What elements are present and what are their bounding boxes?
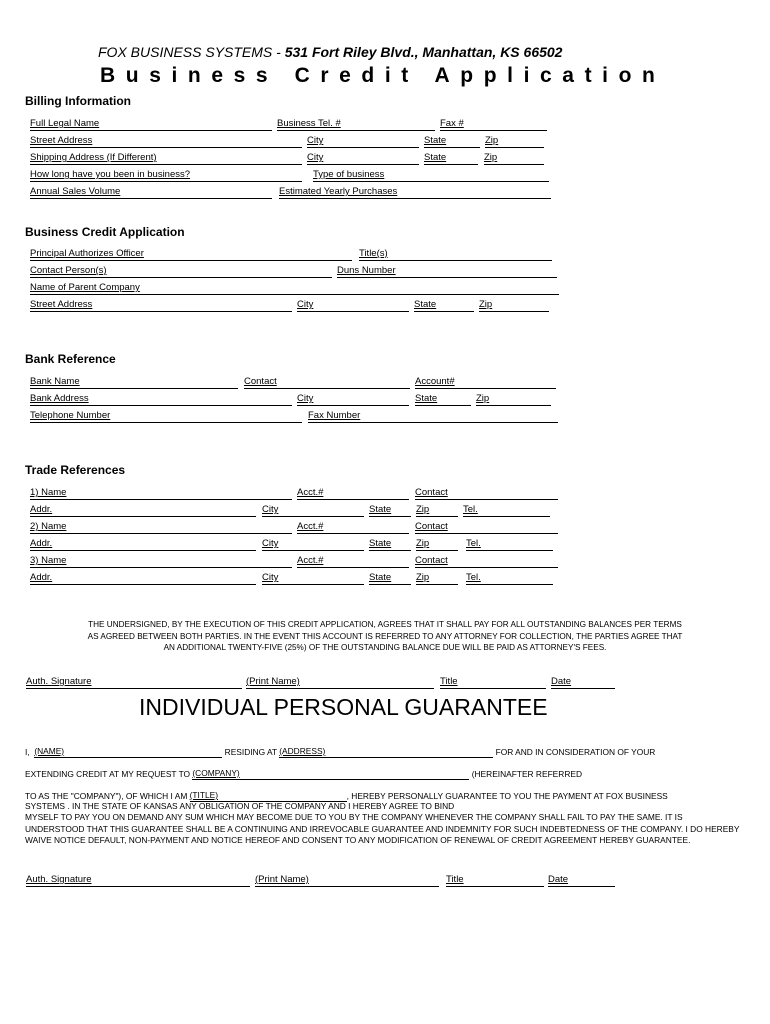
guarantee-line-2: EXTENDING CREDIT AT MY REQUEST TO (COMPANY) (HEREINAFTER REFERRED: [25, 768, 582, 779]
zip-field[interactable]: Zip: [485, 135, 544, 148]
trade3-tel-field[interactable]: Tel.: [466, 572, 553, 585]
guarantee-line-1: I, (NAME) RESIDING AT (ADDRESS) FOR AND IN CONSIDERATION OF YOUR: [25, 746, 656, 757]
parent-company-field[interactable]: Name of Parent Company: [30, 282, 559, 295]
shipping-address-field[interactable]: Shipping Address (If Different): [30, 152, 302, 165]
annual-sales-field[interactable]: Annual Sales Volume: [30, 186, 272, 199]
trade3-name-field[interactable]: 3) Name: [30, 555, 292, 568]
type-of-business-field[interactable]: Type of business: [313, 169, 549, 182]
trade3-zip-field[interactable]: Zip: [416, 572, 458, 585]
credit-street-address-field[interactable]: Street Address: [30, 299, 292, 312]
guarantee-company-field[interactable]: (COMPANY): [192, 768, 469, 780]
print-name-field[interactable]: (Print Name): [246, 676, 434, 689]
credit-zip-field[interactable]: Zip: [479, 299, 549, 312]
credit-state-field[interactable]: State: [414, 299, 474, 312]
trade3-contact-field[interactable]: Contact: [415, 555, 558, 568]
shipping-city-field[interactable]: City: [307, 152, 419, 165]
city-field[interactable]: City: [307, 135, 419, 148]
guarantor-name-field[interactable]: (NAME): [34, 746, 222, 758]
guarantee-date-field[interactable]: Date: [548, 874, 615, 887]
years-in-business-field[interactable]: How long have you been in business?: [30, 169, 302, 182]
bank-name-field[interactable]: Bank Name: [30, 376, 238, 389]
auth-signature-field[interactable]: Auth. Signature: [26, 676, 242, 689]
company-header: [98, 44, 562, 60]
trade1-addr-field[interactable]: Addr.: [30, 504, 256, 517]
trade1-tel-field[interactable]: Tel.: [463, 504, 550, 517]
title-field[interactable]: Title: [440, 676, 546, 689]
trade2-tel-field[interactable]: Tel.: [466, 538, 553, 551]
duns-number-field[interactable]: Duns Number: [337, 265, 557, 278]
bank-city-field[interactable]: City: [297, 393, 409, 406]
guarantee-auth-signature-field[interactable]: Auth. Signature: [26, 874, 250, 887]
bank-fax-field[interactable]: Fax Number: [308, 410, 558, 423]
trade1-name-field[interactable]: 1) Name: [30, 487, 292, 500]
business-tel-field[interactable]: Business Tel. #: [277, 118, 435, 131]
trade3-addr-field[interactable]: Addr.: [30, 572, 256, 585]
guarantee-print-name-field[interactable]: (Print Name): [255, 874, 439, 887]
guarantee-heading: INDIVIDUAL PERSONAL GUARANTEE: [139, 694, 548, 720]
contact-persons-field[interactable]: Contact Person(s): [30, 265, 332, 278]
agreement-line-3: AN ADDITIONAL TWENTY-FIVE (25%) OF THE OUTSTANDING BALANCE DUE WILL BE PAID AS ATTORNEY'S FEES.: [163, 643, 607, 652]
bank-account-field[interactable]: Account#: [415, 376, 556, 389]
trade2-name-field[interactable]: 2) Name: [30, 521, 292, 534]
trade3-acct-field[interactable]: Acct.#: [297, 555, 409, 568]
agreement-text: [35, 619, 735, 654]
bank-address-field[interactable]: Bank Address: [30, 393, 292, 406]
trade3-state-field[interactable]: State: [369, 572, 411, 585]
guarantee-body-3: UNDERSTOOD THAT THIS GUARANTEE SHALL BE A CONTINUING AND IRREVOCABLE GUARANTEE AND INDEMNITY FOR SUCH INDEBTEDNESS OF THE COMPANY. I DO HEREBY: [25, 824, 740, 834]
bank-state-field[interactable]: State: [415, 393, 471, 406]
guarantee-body-4: WAIVE NOTICE DEFAULT, NON-PAYMENT AND NOTICE HEREOF AND CONSENT TO ANY MODIFICATION OF RENEWAL OF CREDIT AGREEMENT HEREBY GUARANTEE.: [25, 835, 691, 845]
shipping-state-field[interactable]: State: [424, 152, 478, 165]
guarantee-body-1: SYSTEMS . IN THE STATE OF KANSAS ANY OBLIGATION OF THE COMPANY AND I HEREBY AGREE TO BIND: [25, 801, 455, 811]
principal-officer-field[interactable]: Principal Authorizes Officer: [30, 248, 352, 261]
trade1-acct-field[interactable]: Acct.#: [297, 487, 409, 500]
trade2-zip-field[interactable]: Zip: [416, 538, 458, 551]
trade1-city-field[interactable]: City: [262, 504, 364, 517]
guarantor-title-field[interactable]: (TITLE): [190, 790, 347, 802]
state-field[interactable]: State: [424, 135, 480, 148]
bank-contact-field[interactable]: Contact: [244, 376, 410, 389]
trade2-state-field[interactable]: State: [369, 538, 411, 551]
shipping-zip-field[interactable]: Zip: [484, 152, 544, 165]
trade3-city-field[interactable]: City: [262, 572, 364, 585]
trade2-addr-field[interactable]: Addr.: [30, 538, 256, 551]
trade2-acct-field[interactable]: Acct.#: [297, 521, 409, 534]
agreement-line-2: AS AGREED BETWEEN BOTH PARTIES. IN THE EVENT THIS ACCOUNT IS REFERRED TO ANY ATTORNEY FOR COLLECTION, THE PARTIES AGREE THAT: [87, 631, 683, 641]
guarantee-body-2: MYSELF TO PAY YOU ON DEMAND ANY SUM WHICH MAY BECOME DUE TO YOU BY THE COMPANY WHENEVER THE COMPANY SHALL FAIL TO PAY THE SAME. IT IS: [25, 812, 683, 822]
company-name: FOX BUSINESS SYSTEMS -: [98, 44, 285, 60]
trade2-contact-field[interactable]: Contact: [415, 521, 558, 534]
trade1-state-field[interactable]: State: [369, 504, 411, 517]
guarantee-title-field[interactable]: Title: [446, 874, 544, 887]
trade2-city-field[interactable]: City: [262, 538, 364, 551]
page-title: Business Credit Application: [100, 64, 666, 87]
guarantor-address-field[interactable]: (ADDRESS): [279, 746, 493, 758]
bank-heading: Bank Reference: [25, 352, 116, 366]
fax-field[interactable]: Fax #: [440, 118, 547, 131]
bank-telephone-field[interactable]: Telephone Number: [30, 410, 302, 423]
estimated-purchases-field[interactable]: Estimated Yearly Purchases: [279, 186, 551, 199]
full-legal-name-field[interactable]: Full Legal Name: [30, 118, 272, 131]
guarantee-line-3: TO AS THE "COMPANY"), OF WHICH I AM (TITLE) , HEREBY PERSONALLY GUARANTEE TO YOU THE PAYMENT AT FOX BUSINESS: [25, 790, 668, 801]
bank-zip-field[interactable]: Zip: [476, 393, 551, 406]
agreement-line-1: THE UNDERSIGNED, BY THE EXECUTION OF THIS CREDIT APPLICATION, AGREES THAT IT SHALL PAY FOR ALL OUTSTANDING BALANCES PER TERMS: [88, 620, 682, 629]
credit-heading: Business Credit Application: [25, 225, 185, 239]
date-field[interactable]: Date: [551, 676, 615, 689]
titles-field[interactable]: Title(s): [359, 248, 552, 261]
street-address-field[interactable]: Street Address: [30, 135, 302, 148]
trade1-contact-field[interactable]: Contact: [415, 487, 558, 500]
trade1-zip-field[interactable]: Zip: [416, 504, 458, 517]
billing-heading: Billing Information: [25, 94, 131, 108]
trade-heading: Trade References: [25, 463, 126, 477]
company-address: 531 Fort Riley Blvd., Manhattan, KS 66502: [284, 44, 563, 60]
credit-city-field[interactable]: City: [297, 299, 409, 312]
